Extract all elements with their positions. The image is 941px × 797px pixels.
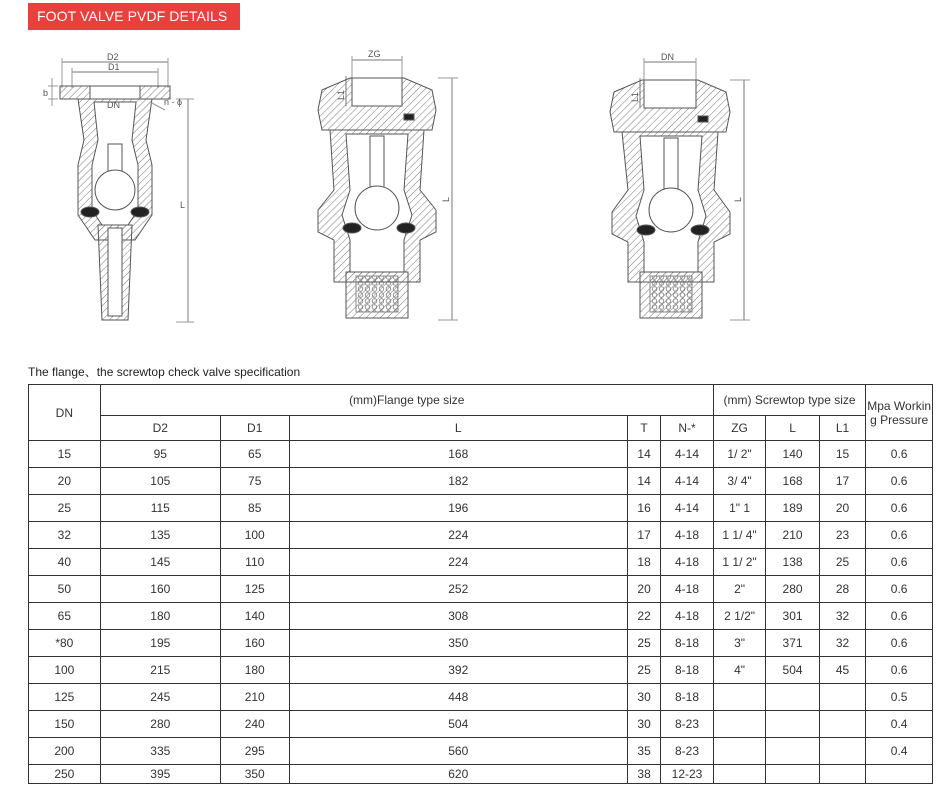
cell-d1: 160 bbox=[220, 630, 289, 657]
cell-pressure: 0.6 bbox=[866, 630, 933, 657]
cell-n: 8-23 bbox=[661, 738, 714, 765]
cell-flange-l: 252 bbox=[289, 576, 627, 603]
cell-d2: 180 bbox=[100, 603, 220, 630]
cell-d1: 65 bbox=[220, 441, 289, 468]
cell-d2: 335 bbox=[100, 738, 220, 765]
cell-zg bbox=[713, 684, 766, 711]
cell-n: 4-18 bbox=[661, 576, 714, 603]
cell-flange-l: 168 bbox=[289, 441, 627, 468]
cell-dn: 20 bbox=[29, 468, 101, 495]
cell-pressure: 0.6 bbox=[866, 495, 933, 522]
label-dn-3: DN bbox=[661, 52, 674, 62]
cell-zg: 1" 1 bbox=[713, 495, 766, 522]
cell-zg bbox=[713, 765, 766, 784]
cell-n: 4-14 bbox=[661, 495, 714, 522]
cell-d1: 100 bbox=[220, 522, 289, 549]
cell-t: 38 bbox=[627, 765, 660, 784]
cell-flange-l: 448 bbox=[289, 684, 627, 711]
cell-t: 35 bbox=[627, 738, 660, 765]
header-screw-group: (mm) Screwtop type size bbox=[713, 385, 865, 416]
table-body bbox=[29, 441, 933, 784]
cell-n: 4-18 bbox=[661, 549, 714, 576]
cell-d2: 195 bbox=[100, 630, 220, 657]
cell-screw-l: 504 bbox=[766, 657, 820, 684]
cell-t: 16 bbox=[627, 495, 660, 522]
label-l1: L1 bbox=[336, 89, 346, 100]
cell-zg: 3" bbox=[713, 630, 766, 657]
cell-flange-l: 620 bbox=[289, 765, 627, 784]
cell-d1: 295 bbox=[220, 738, 289, 765]
cell-flange-l: 224 bbox=[289, 549, 627, 576]
table-row bbox=[29, 765, 933, 784]
cell-screw-l: 371 bbox=[766, 630, 820, 657]
cell-pressure: 0.6 bbox=[866, 549, 933, 576]
cell-screw-l bbox=[766, 711, 820, 738]
table-row bbox=[29, 441, 933, 468]
cell-pressure: 0.6 bbox=[866, 576, 933, 603]
cell-pressure: 0.4 bbox=[866, 738, 933, 765]
cell-pressure: 0.6 bbox=[866, 657, 933, 684]
cell-d2: 145 bbox=[100, 549, 220, 576]
cell-l1 bbox=[819, 684, 865, 711]
cell-l1: 17 bbox=[819, 468, 865, 495]
cell-zg: 1/ 2" bbox=[713, 441, 766, 468]
cell-n: 4-14 bbox=[661, 468, 714, 495]
cell-d1: 140 bbox=[220, 603, 289, 630]
table-row bbox=[29, 549, 933, 576]
cell-d2: 280 bbox=[100, 711, 220, 738]
cell-flange-l: 504 bbox=[289, 711, 627, 738]
cell-d1: 85 bbox=[220, 495, 289, 522]
cell-zg: 3/ 4" bbox=[713, 468, 766, 495]
cell-dn: 40 bbox=[29, 549, 101, 576]
cell-screw-l bbox=[766, 738, 820, 765]
cell-zg: 2" bbox=[713, 576, 766, 603]
spec-table bbox=[28, 384, 933, 784]
cell-screw-l bbox=[766, 684, 820, 711]
cell-screw-l: 301 bbox=[766, 603, 820, 630]
cell-pressure: 0.6 bbox=[866, 522, 933, 549]
cell-screw-l: 210 bbox=[766, 522, 820, 549]
header-n: N-* bbox=[661, 416, 714, 441]
label-b: b bbox=[43, 88, 49, 98]
cell-pressure: 0.4 bbox=[866, 711, 933, 738]
cell-t: 25 bbox=[627, 657, 660, 684]
cell-flange-l: 392 bbox=[289, 657, 627, 684]
cell-t: 14 bbox=[627, 441, 660, 468]
cell-t: 30 bbox=[627, 684, 660, 711]
cell-t: 14 bbox=[627, 468, 660, 495]
cell-d2: 395 bbox=[100, 765, 220, 784]
label-l: L bbox=[441, 196, 451, 202]
cell-flange-l: 350 bbox=[289, 630, 627, 657]
table-row bbox=[29, 468, 933, 495]
cell-screw-l: 168 bbox=[766, 468, 820, 495]
cell-l1: 20 bbox=[819, 495, 865, 522]
table-row bbox=[29, 576, 933, 603]
cell-flange-l: 560 bbox=[289, 738, 627, 765]
cell-dn: 50 bbox=[29, 576, 101, 603]
cell-screw-l: 280 bbox=[766, 576, 820, 603]
cell-dn: 200 bbox=[29, 738, 101, 765]
cell-n: 8-18 bbox=[661, 630, 714, 657]
cell-zg: 4" bbox=[713, 657, 766, 684]
cell-l1: 25 bbox=[819, 549, 865, 576]
cell-d1: 350 bbox=[220, 765, 289, 784]
header-t: T bbox=[627, 416, 660, 441]
cell-screw-l: 189 bbox=[766, 495, 820, 522]
cell-pressure: 0.6 bbox=[866, 468, 933, 495]
cell-flange-l: 308 bbox=[289, 603, 627, 630]
cell-zg bbox=[713, 738, 766, 765]
cell-d2: 105 bbox=[100, 468, 220, 495]
header-flange-l: L bbox=[289, 416, 627, 441]
cell-pressure bbox=[866, 765, 933, 784]
cell-zg: 1 1/ 2" bbox=[713, 549, 766, 576]
header-flange-group: (mm)Flange type size bbox=[100, 385, 713, 416]
valve-drawings bbox=[0, 40, 941, 340]
cell-dn: 125 bbox=[29, 684, 101, 711]
cell-l1 bbox=[819, 738, 865, 765]
cell-l1: 15 bbox=[819, 441, 865, 468]
cell-pressure: 0.6 bbox=[866, 441, 933, 468]
cell-dn: 150 bbox=[29, 711, 101, 738]
cell-zg bbox=[713, 711, 766, 738]
cell-dn: 250 bbox=[29, 765, 101, 784]
header-d2: D2 bbox=[100, 416, 220, 441]
cell-flange-l: 224 bbox=[289, 522, 627, 549]
cell-screw-l: 140 bbox=[766, 441, 820, 468]
header-dn: DN bbox=[29, 385, 101, 441]
label-dn: DN bbox=[107, 100, 120, 110]
cell-l1: 45 bbox=[819, 657, 865, 684]
cell-d2: 245 bbox=[100, 684, 220, 711]
label-n-phi: n - ϕ bbox=[164, 97, 183, 107]
table-row bbox=[29, 495, 933, 522]
table-row bbox=[29, 522, 933, 549]
cell-n: 4-18 bbox=[661, 603, 714, 630]
cell-l1: 23 bbox=[819, 522, 865, 549]
cell-d2: 135 bbox=[100, 522, 220, 549]
cell-d1: 110 bbox=[220, 549, 289, 576]
cell-zg: 1 1/ 4" bbox=[713, 522, 766, 549]
header-screw-l: L bbox=[766, 416, 820, 441]
cell-l1 bbox=[819, 711, 865, 738]
cell-d1: 180 bbox=[220, 657, 289, 684]
cell-d2: 95 bbox=[100, 441, 220, 468]
cell-t: 20 bbox=[627, 576, 660, 603]
cell-dn: 100 bbox=[29, 657, 101, 684]
cell-zg: 2 1/2" bbox=[713, 603, 766, 630]
cell-flange-l: 196 bbox=[289, 495, 627, 522]
table-row bbox=[29, 603, 933, 630]
cell-n: 8-18 bbox=[661, 657, 714, 684]
cell-t: 25 bbox=[627, 630, 660, 657]
cell-n: 8-23 bbox=[661, 711, 714, 738]
cell-t: 18 bbox=[627, 549, 660, 576]
cell-dn: 32 bbox=[29, 522, 101, 549]
cell-t: 30 bbox=[627, 711, 660, 738]
label-l-3: L bbox=[733, 196, 743, 202]
cell-dn: 25 bbox=[29, 495, 101, 522]
cell-dn: 65 bbox=[29, 603, 101, 630]
label-d2: D2 bbox=[107, 52, 119, 62]
cell-l1 bbox=[819, 765, 865, 784]
label-d1: D1 bbox=[108, 62, 120, 72]
label-zg: ZG bbox=[368, 49, 381, 59]
header-d1: D1 bbox=[220, 416, 289, 441]
header-pressure bbox=[866, 385, 933, 441]
cell-d2: 115 bbox=[100, 495, 220, 522]
cell-t: 17 bbox=[627, 522, 660, 549]
table-caption: The flange、the screwtop check valve specification bbox=[28, 365, 301, 379]
table-row bbox=[29, 657, 933, 684]
cell-screw-l bbox=[766, 765, 820, 784]
cell-d1: 75 bbox=[220, 468, 289, 495]
header-l1: L1 bbox=[819, 416, 865, 441]
table-header-row-1 bbox=[29, 385, 933, 416]
header-zg: ZG bbox=[713, 416, 766, 441]
cell-d1: 210 bbox=[220, 684, 289, 711]
cell-pressure: 0.6 bbox=[866, 603, 933, 630]
table-row bbox=[29, 630, 933, 657]
cell-dn: *80 bbox=[29, 630, 101, 657]
header-pressure-text: Mpa Working Pressure bbox=[867, 398, 932, 427]
cell-flange-l: 182 bbox=[289, 468, 627, 495]
cell-d1: 125 bbox=[220, 576, 289, 603]
cell-l1: 32 bbox=[819, 603, 865, 630]
cell-d2: 215 bbox=[100, 657, 220, 684]
cell-n: 4-18 bbox=[661, 522, 714, 549]
label-l: L bbox=[180, 200, 186, 210]
cell-pressure: 0.5 bbox=[866, 684, 933, 711]
cell-d2: 160 bbox=[100, 576, 220, 603]
table-row bbox=[29, 684, 933, 711]
table-row bbox=[29, 738, 933, 765]
cell-n: 4-14 bbox=[661, 441, 714, 468]
page-title-banner: FOOT VALVE PVDF DETAILS bbox=[28, 3, 240, 30]
cell-d1: 240 bbox=[220, 711, 289, 738]
label-l1-3: L1 bbox=[630, 91, 640, 102]
cell-l1: 32 bbox=[819, 630, 865, 657]
cell-n: 8-18 bbox=[661, 684, 714, 711]
table-row bbox=[29, 711, 933, 738]
cell-n: 12-23 bbox=[661, 765, 714, 784]
table-header-row-2 bbox=[29, 416, 933, 441]
cell-t: 22 bbox=[627, 603, 660, 630]
cell-l1: 28 bbox=[819, 576, 865, 603]
cell-screw-l: 138 bbox=[766, 549, 820, 576]
cell-dn: 15 bbox=[29, 441, 101, 468]
